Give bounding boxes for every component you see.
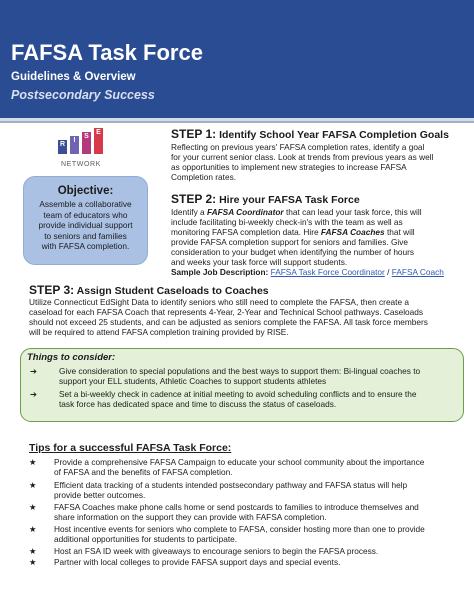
step1-heading: STEP 1: Identify School Year FAFSA Completion Goals [171,127,449,141]
logo-bar-s: S [82,132,91,154]
coach-job-link[interactable]: FAFSA Coach [391,267,444,277]
arrow-icon: ➔ [30,366,37,376]
tips-title: Tips for a successful FAFSA Task Force: [29,442,232,454]
coordinator-job-link[interactable]: FAFSA Task Force Coordinator [270,267,385,277]
star-icon: ★ [29,502,37,512]
objective-title: Objective: [57,185,114,197]
star-icon: ★ [29,524,37,534]
header-banner [0,0,474,118]
considerations-box: Things to consider: ➔ Give consideration to special populations and the best ways to support them: Bi-lingual coaches to support your ELL students, Athletic Coaches to support students athletes ➔ Set a bi-weekly check in cadence at initial meeting to avoid scheduling conflicts and to ensure the task force has dedicated space and time to discuss the status of caseloads. [20,348,464,422]
step3-text: Utilize Connecticut EdSight Data to identify seniors who still need to complete the FAFSA, then create a caseload for each FAFSA Coach that represents 4-Year, 2-Year and Technical School pathways. Caseloads should not exceed 25 students, and can be adjusted as seniors complete the FAFSA. All task force members will be required to attend FAFSA completion training provided by RISE. [29,297,428,337]
logo-bar-r: R [58,140,67,154]
considerations-title: Things to consider: [27,352,116,363]
header-divider-accent [0,121,474,123]
arrow-icon: ➔ [30,389,37,399]
logo-bar-e: E [94,128,103,154]
objective-text: Assemble a collaborative team of educators who provide individual support to seniors and families with FAFSA completion. [38,199,133,251]
logo-bar-i: I [70,136,79,154]
step2-text: Identify a FAFSA Coordinator that can lead your task force, this will include facilitating bi-weekly check-in's with the team as well as monitoring FAFSA completion data. Hire FAFSA Coaches that will provide FAFSA completion support for seniors and families. Give consideration to your budget when identifying the number of hours and weeks your task force will support students. Sample Job Description: FAFSA Task Force Coordinator / FAFSA Coach [171,207,444,277]
star-icon: ★ [29,457,37,467]
logo-network-text: NETWORK [61,161,101,168]
page-title: FAFSA Task Force [11,40,203,65]
objective-box [23,176,148,265]
step3-heading: STEP 3: Assign Student Caseloads to Coaches [29,283,269,297]
rise-network-logo [56,128,106,168]
step2-heading: STEP 2: Hire your FAFSA Task Force [171,192,360,206]
page-tagline: Postsecondary Success [11,88,155,102]
star-icon: ★ [29,557,37,567]
star-icon: ★ [29,480,37,490]
page-subtitle: Guidelines & Overview [11,71,136,83]
star-icon: ★ [29,546,37,556]
step1-text: Reflecting on previous years' FAFSA completion rates, identify a goal for your current senior class. Look at trends from previous years as well as opportunities to implement new strategies to increase FAFSA Completion rates. [171,142,434,182]
